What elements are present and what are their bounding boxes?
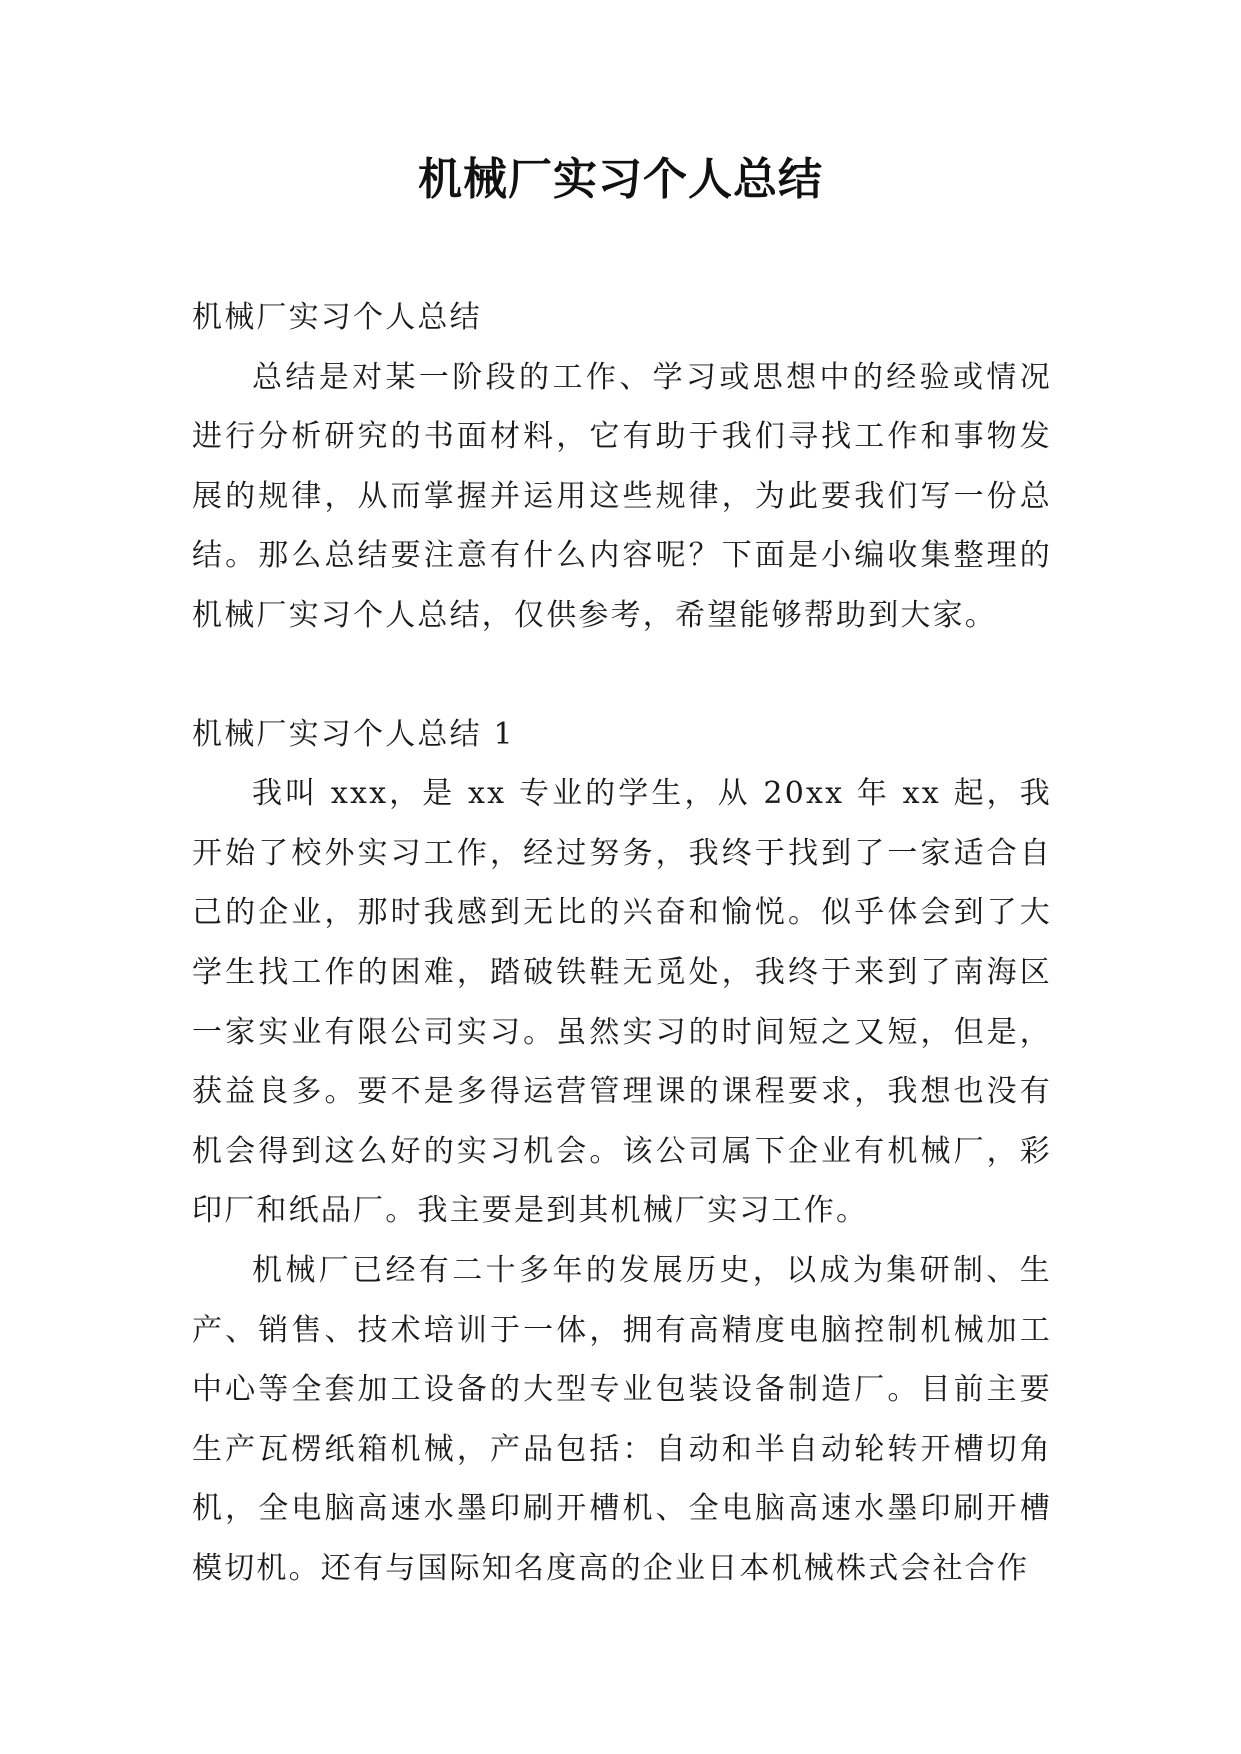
section-spacer: [192, 646, 1052, 705]
document-title: 机械厂实习个人总结: [418, 154, 823, 205]
intro-heading: 机械厂实习个人总结: [192, 300, 482, 335]
intro-paragraph: 总结是对某一阶段的工作、学习或思想中的经验或情况进行分析研究的书面材料，它有助于我们寻找工作和事物发展的规律，从而掌握并运用这些规律，为此要我们写一份总结。那么总结要注意有什么内容呢？下面是小编收集整理的机械厂实习个人总结，仅供参考，希望能够帮助到大家。: [192, 359, 1052, 633]
document-body: [192, 288, 1052, 1598]
section-1-paragraph-1: 我叫 xxx，是 xx 专业的学生，从 20xx 年 xx 起，我开始了校外实习工作，经过努务，我终于找到了一家适合自己的企业，那时我感到无比的兴奋和愉悦。似乎体会到了大学生找工作的困难，踏破铁鞋无觅处，我终于来到了南海区一家实业有限公司实习。虽然实习的时间短之又短，但是，获益良多。要不是多得运营管理课的课程要求，我想也没有机会得到这么好的实习机会。该公司属下企业有机械厂，彩印厂和纸品厂。我主要是到其机械厂实习工作。: [192, 776, 1052, 1229]
section-1-heading: 机械厂实习个人总结 1: [192, 716, 515, 752]
section-1-paragraph-2: 机械厂已经有二十多年的发展历史，以成为集研制、生产、销售、技术培训于一体，拥有高精度电脑控制机械加工中心等全套加工设备的大型专业包装设备制造厂。目前主要生产瓦楞纸箱机械，产品包括：自动和半自动轮转开槽切角机，全电脑高速水墨印刷开槽机、全电脑高速水墨印刷开槽模切机。还有与国际知名度高的企业日本机械株式会社合作: [192, 1252, 1052, 1586]
